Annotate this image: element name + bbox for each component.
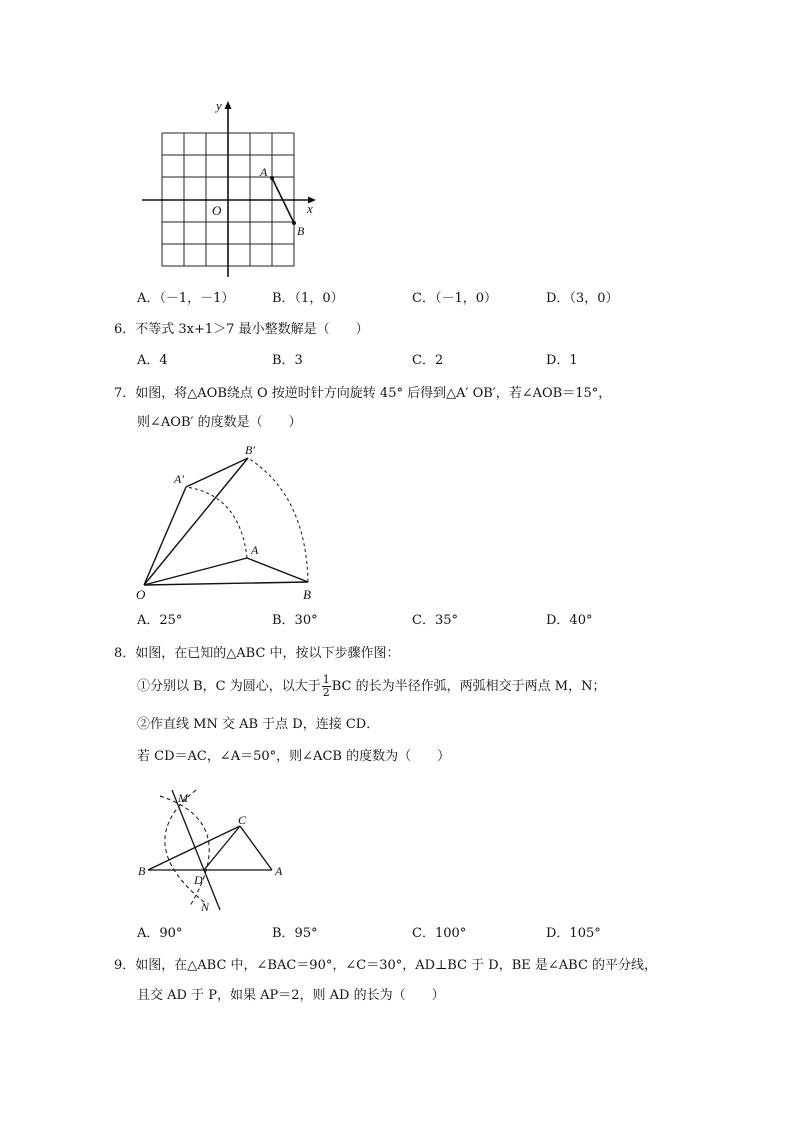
q8-step1-before: ①分别以 B，C 为圆心，以大于 bbox=[137, 679, 321, 694]
q8-option-c: C．100° bbox=[412, 926, 467, 941]
q7-option-a: A．25° bbox=[137, 613, 183, 628]
q9-stem-line1: 9．如图，在△ABC 中，∠BAC＝90°，∠C＝30°，AD⊥BC 于 D，BE 是∠ABC 的平分线， bbox=[114, 958, 658, 973]
fraction-half bbox=[322, 674, 331, 699]
point-b bbox=[292, 221, 296, 225]
q9-stem-line2: 且交 AD 于 P，如果 AP＝2，则 AD 的长为（ ） bbox=[137, 988, 445, 1003]
segment-ca bbox=[240, 826, 272, 870]
segment-oa bbox=[144, 558, 247, 585]
segment-a-prime-b-prime bbox=[186, 458, 248, 487]
segment-bc bbox=[148, 826, 240, 870]
q8-step1 bbox=[137, 674, 605, 699]
segment-ob-prime bbox=[144, 458, 248, 585]
q6-option-a: A．4 bbox=[137, 353, 168, 368]
arc-centered-c bbox=[160, 796, 209, 906]
q8-step1-after: BC 的长为半径作弧，两弧相交于两点 M，N； bbox=[331, 679, 606, 694]
line-mn bbox=[172, 790, 220, 910]
q8-stem-line1: 8．如图，在已知的△ABC 中，按以下步骤作图： bbox=[114, 646, 400, 661]
q7-stem-line1: 7．如图，将△AOB绕点 O 按逆时针方向旋转 45° 后得到△A′ OB′，若∠AOB＝15°， bbox=[114, 386, 612, 401]
fraction-numerator: 1 bbox=[322, 673, 330, 686]
q6-stem: 6．不等式 3x+1＞7 最小整数解是（ ） bbox=[114, 322, 369, 337]
q5-option-b: B．（1，0） bbox=[272, 291, 344, 306]
segment-cd bbox=[204, 826, 240, 870]
fraction-denominator: 2 bbox=[322, 686, 330, 699]
vertex-a-label: A bbox=[251, 543, 259, 557]
q7-option-c: C．35° bbox=[412, 613, 458, 628]
origin-label: O bbox=[212, 203, 222, 218]
y-axis-arrow bbox=[225, 101, 232, 109]
arc-b-to-b-prime bbox=[248, 458, 308, 582]
point-a-label: A bbox=[260, 165, 268, 179]
vertex-b-label: B bbox=[303, 587, 311, 602]
q8-stem-line4: 若 CD＝AC，∠A＝50°，则∠ACB 的度数为（ ） bbox=[137, 749, 451, 764]
segment-oa-prime bbox=[144, 487, 186, 585]
q7-option-d: D．40° bbox=[546, 613, 593, 628]
q8-step2: ②作直线 MN 交 AB 于点 D，连接 CD． bbox=[137, 717, 380, 732]
vertex-b-label: B bbox=[138, 864, 146, 878]
q8-option-a: A．90° bbox=[137, 926, 183, 941]
point-b-label: B bbox=[297, 224, 305, 238]
point-d-label: D bbox=[194, 873, 203, 887]
q5-option-a: A．（－1，－1） bbox=[137, 291, 235, 306]
point-n-label: N bbox=[201, 900, 210, 914]
q6-option-c: C．2 bbox=[412, 353, 444, 368]
rotation-figure bbox=[130, 440, 330, 605]
vertex-a-label: A bbox=[275, 864, 283, 878]
q5-option-c: C．（－1，0） bbox=[412, 291, 497, 306]
coordinate-grid-figure bbox=[130, 95, 330, 285]
x-axis-label: x bbox=[307, 201, 313, 216]
segment-ab bbox=[247, 558, 308, 582]
construction-figure bbox=[130, 782, 300, 917]
q7-option-b: B．30° bbox=[272, 613, 318, 628]
q8-option-b: B．95° bbox=[272, 926, 318, 941]
point-a bbox=[270, 176, 274, 180]
q6-option-d: D．1 bbox=[546, 353, 578, 368]
q8-option-d: D．105° bbox=[546, 926, 601, 941]
vertex-o-label: O bbox=[136, 587, 146, 602]
vertex-b-prime-label: B′ bbox=[245, 443, 255, 457]
point-m-label: M bbox=[178, 791, 188, 805]
q5-option-d: D．（3，0） bbox=[546, 291, 619, 306]
y-axis-label: y bbox=[216, 98, 222, 113]
q6-option-b: B．3 bbox=[272, 353, 303, 368]
q7-stem-line2: 则∠AOB′ 的度数是（ ） bbox=[137, 415, 302, 430]
vertex-a-prime-label: A′ bbox=[174, 472, 184, 486]
segment-ob bbox=[144, 582, 308, 585]
vertex-c-label: C bbox=[238, 813, 247, 827]
